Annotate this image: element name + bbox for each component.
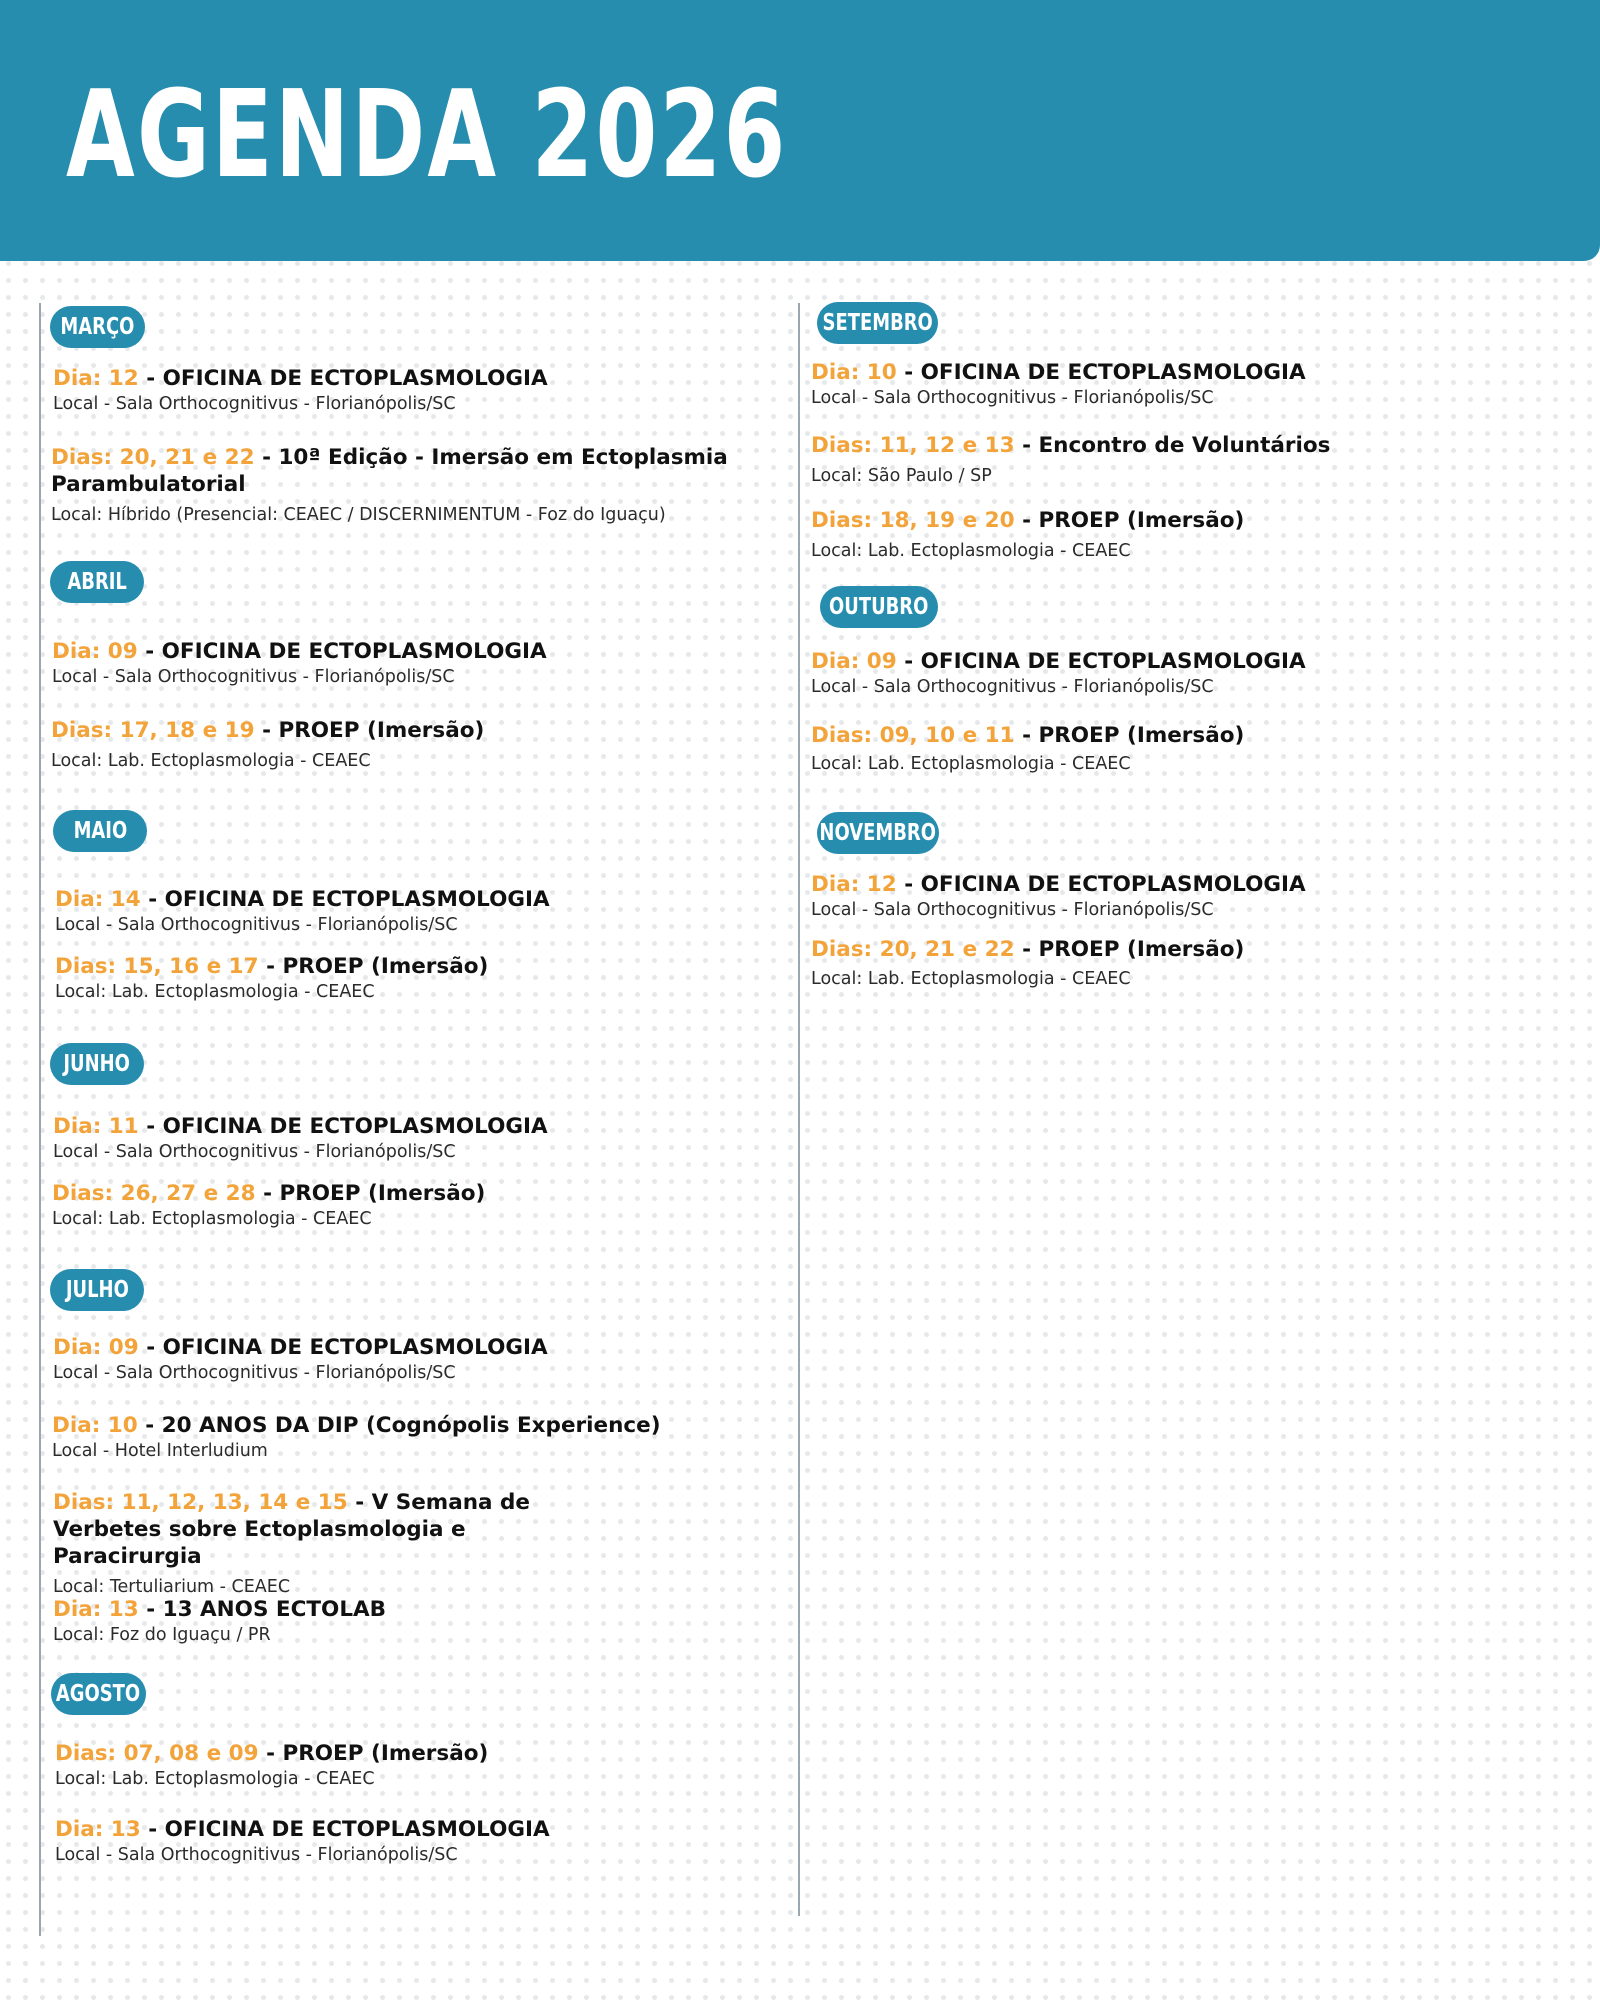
event-location: Local - Sala Orthocognitivus - Florianópolis/SC <box>811 677 1214 697</box>
event-dates: Dia: 12 <box>811 872 897 897</box>
month-label-agosto: AGOSTO <box>51 1673 146 1715</box>
event-title: - OFICINA DE ECTOPLASMOLOGIA <box>138 1335 548 1360</box>
right-column-divider <box>798 303 800 1916</box>
month-label-junho: JUNHO <box>50 1043 144 1085</box>
event-location: Local: Lab. Ectoplasmologia - CEAEC <box>55 982 375 1002</box>
header-banner <box>0 0 1600 261</box>
event-title: - V Semana de Verbetes sobre Ectoplasmologia e Paracirurgia <box>53 1490 530 1569</box>
event-location: Local: São Paulo / SP <box>811 466 992 486</box>
event-title: - PROEP (Imersão) <box>258 1741 489 1766</box>
event-item <box>51 717 771 772</box>
event-item <box>811 359 1531 409</box>
event-location: Local - Sala Orthocognitivus - Florianópolis/SC <box>53 1363 456 1383</box>
event-title: - PROEP (Imersão) <box>1014 937 1245 962</box>
event-item <box>55 1816 775 1866</box>
event-location: Local - Sala Orthocognitivus - Florianópolis/SC <box>811 388 1214 408</box>
event-item <box>53 1489 613 1598</box>
event-dates: Dia: 09 <box>811 649 897 674</box>
event-title: - 13 ANOS ECTOLAB <box>138 1597 387 1622</box>
event-dates: Dia: 12 <box>53 366 139 391</box>
event-location: Local: Foz do Iguaçu / PR <box>53 1625 271 1645</box>
event-title: - PROEP (Imersão) <box>1014 723 1245 748</box>
event-dates: Dia: 13 <box>55 1817 141 1842</box>
month-label-marco: MARÇO <box>50 306 145 348</box>
event-item <box>811 871 1531 921</box>
event-title: - OFICINA DE ECTOPLASMOLOGIA <box>138 366 548 391</box>
event-dates: Dias: 11, 12 e 13 <box>811 433 1015 458</box>
month-label-setembro: SETEMBRO <box>817 302 938 344</box>
event-location: Local: Tertuliarium - CEAEC <box>53 1577 291 1597</box>
event-dates: Dias: 18, 19 e 20 <box>811 508 1015 533</box>
event-dates: Dias: 09, 10 e 11 <box>811 723 1015 748</box>
event-location: Local: Lab. Ectoplasmologia - CEAEC <box>55 1769 375 1789</box>
event-item <box>51 444 751 526</box>
left-column-divider <box>39 303 41 1936</box>
event-title: - OFICINA DE ECTOPLASMOLOGIA <box>138 1114 548 1139</box>
event-item <box>811 648 1531 698</box>
event-title: - OFICINA DE ECTOPLASMOLOGIA <box>137 639 547 664</box>
event-location: Local: Híbrido (Presencial: CEAEC / DISCERNIMENTUM - Foz do Iguaçu) <box>51 505 666 525</box>
month-label-novembro: NOVEMBRO <box>817 812 939 854</box>
event-location: Local - Hotel Interludium <box>52 1441 268 1461</box>
event-dates: Dia: 13 <box>53 1597 139 1622</box>
event-title: - PROEP (Imersão) <box>1014 508 1245 533</box>
event-location: Local - Sala Orthocognitivus - Florianópolis/SC <box>55 1845 458 1865</box>
month-label-julho: JULHO <box>50 1269 144 1311</box>
event-item <box>53 365 773 415</box>
event-dates: Dia: 10 <box>811 360 897 385</box>
event-item <box>55 886 775 936</box>
event-dates: Dia: 09 <box>53 1335 139 1360</box>
event-location: Local - Sala Orthocognitivus - Florianópolis/SC <box>55 915 458 935</box>
event-dates: Dia: 14 <box>55 887 141 912</box>
event-dates: Dia: 09 <box>52 639 138 664</box>
event-item <box>53 1334 773 1384</box>
event-item <box>52 1180 772 1230</box>
event-title: - PROEP (Imersão) <box>258 954 489 979</box>
event-dates: Dias: 20, 21 e 22 <box>811 937 1015 962</box>
event-item <box>53 1596 773 1646</box>
event-dates: Dias: 17, 18 e 19 <box>51 718 255 743</box>
event-item <box>811 432 1531 487</box>
event-item <box>52 638 772 688</box>
event-dates: Dias: 07, 08 e 09 <box>55 1741 259 1766</box>
month-label-abril: ABRIL <box>50 561 144 603</box>
event-location: Local - Sala Orthocognitivus - Florianópolis/SC <box>52 667 455 687</box>
event-title: - OFICINA DE ECTOPLASMOLOGIA <box>896 649 1306 674</box>
event-title: - 10ª Edição - Imersão em Ectoplasmia Parambulatorial <box>51 445 728 497</box>
event-dates: Dias: 15, 16 e 17 <box>55 954 259 979</box>
event-location: Local: Lab. Ectoplasmologia - CEAEC <box>52 1209 372 1229</box>
event-dates: Dia: 10 <box>52 1413 138 1438</box>
month-label-outubro: OUTUBRO <box>820 586 938 628</box>
page-title: AGENDA 2026 <box>66 66 788 205</box>
event-location: Local - Sala Orthocognitivus - Florianópolis/SC <box>811 900 1214 920</box>
event-dates: Dias: 20, 21 e 22 <box>51 445 255 470</box>
event-title: - OFICINA DE ECTOPLASMOLOGIA <box>140 1817 550 1842</box>
event-item <box>52 1412 772 1462</box>
event-location: Local: Lab. Ectoplasmologia - CEAEC <box>51 751 371 771</box>
event-title: - PROEP (Imersão) <box>254 718 485 743</box>
event-item <box>811 936 1531 990</box>
event-title: - PROEP (Imersão) <box>255 1181 486 1206</box>
event-title: - Encontro de Voluntários <box>1014 433 1331 458</box>
event-location: Local: Lab. Ectoplasmologia - CEAEC <box>811 969 1131 989</box>
event-title: - OFICINA DE ECTOPLASMOLOGIA <box>896 360 1306 385</box>
event-location: Local: Lab. Ectoplasmologia - CEAEC <box>811 754 1131 774</box>
event-location: Local - Sala Orthocognitivus - Florianópolis/SC <box>53 394 456 414</box>
event-title: - 20 ANOS DA DIP (Cognópolis Experience) <box>137 1413 661 1438</box>
event-item <box>811 722 1531 775</box>
event-title: - OFICINA DE ECTOPLASMOLOGIA <box>140 887 550 912</box>
event-dates: Dia: 11 <box>53 1114 139 1139</box>
event-location: Local: Lab. Ectoplasmologia - CEAEC <box>811 541 1131 561</box>
event-location: Local - Sala Orthocognitivus - Florianópolis/SC <box>53 1142 456 1162</box>
event-item <box>53 1113 773 1163</box>
event-dates: Dias: 26, 27 e 28 <box>52 1181 256 1206</box>
month-label-maio: MAIO <box>53 810 147 852</box>
event-item <box>55 1740 775 1790</box>
event-item <box>811 507 1531 562</box>
event-dates: Dias: 11, 12, 13, 14 e 15 <box>53 1490 348 1515</box>
event-item <box>55 953 775 1003</box>
event-title: - OFICINA DE ECTOPLASMOLOGIA <box>896 872 1306 897</box>
